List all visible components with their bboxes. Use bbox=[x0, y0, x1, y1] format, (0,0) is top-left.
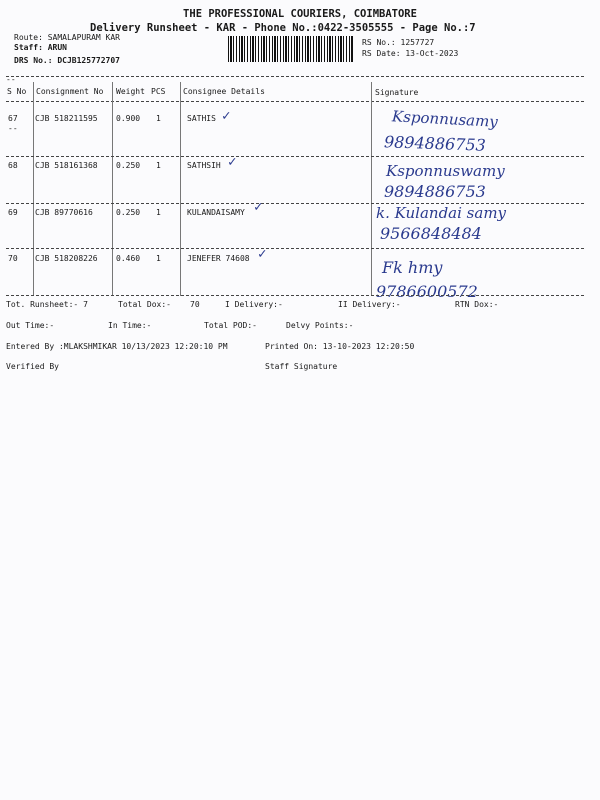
col-header-consignee: Consignee Details bbox=[183, 87, 265, 96]
row-consignee: SATHSIH bbox=[187, 161, 221, 170]
col-header-weight: Weight bbox=[116, 87, 145, 96]
row-pcs: 1 bbox=[156, 114, 161, 123]
row-consignment: CJB 518211595 bbox=[35, 114, 98, 123]
col-header-pcs: PCS bbox=[151, 87, 166, 96]
handwritten-phone: 9566848484 bbox=[380, 224, 482, 243]
company-title: THE PROFESSIONAL COURIERS, COIMBATORE bbox=[183, 8, 417, 20]
divider bbox=[6, 76, 584, 77]
handwritten-signature: Ksponnuswamy bbox=[386, 162, 505, 180]
barcode bbox=[228, 36, 354, 62]
tick-icon: ✓ bbox=[254, 199, 263, 215]
staff-label: Staff: ARUN bbox=[14, 43, 67, 52]
handwritten-signature: Ksponnusamy bbox=[391, 107, 499, 131]
column-rule bbox=[371, 82, 372, 296]
row-sno: 70 bbox=[8, 254, 18, 263]
row-consignment: CJB 518208226 bbox=[35, 254, 98, 263]
row-consignee: KULANDAISAMY bbox=[187, 208, 245, 217]
verified-by: Verified By bbox=[6, 362, 59, 371]
divider bbox=[6, 101, 584, 102]
out-time: Out Time:- bbox=[6, 321, 55, 330]
route-label: Route: SAMALAPURAM KAR bbox=[14, 33, 120, 42]
ii-delivery: II Delivery:- bbox=[338, 300, 401, 309]
row-divider bbox=[6, 156, 584, 157]
column-rule bbox=[112, 82, 113, 296]
row-sno: 69 bbox=[8, 208, 18, 217]
rs-number: RS No.: 1257727 bbox=[362, 38, 435, 47]
tick-icon: ✓ bbox=[228, 154, 237, 170]
col-header-sno: S No bbox=[7, 87, 27, 96]
rs-date: RS Date: 13-Oct-2023 bbox=[362, 49, 459, 58]
total-dox-label: Total Dox:- bbox=[118, 300, 171, 309]
runsheet-subtitle: Delivery Runsheet - KAR - Phone No.:0422-3505555 - Page No.:7 bbox=[90, 22, 476, 34]
handwritten-phone: 9894886753 bbox=[383, 132, 487, 155]
row-divider bbox=[6, 248, 584, 249]
total-pod: Total POD:- bbox=[204, 321, 257, 330]
handwritten-signature: Fk hmy bbox=[382, 258, 443, 277]
row-consignee: JENEFER 74608 bbox=[187, 254, 250, 263]
row-pcs: 1 bbox=[156, 161, 161, 170]
row-weight: 0.250 bbox=[116, 161, 141, 170]
divider bbox=[6, 295, 584, 296]
printed-on: Printed On: 13-10-2023 12:20:50 bbox=[265, 342, 415, 351]
row-sno: 67 bbox=[8, 114, 18, 123]
in-time: In Time:- bbox=[108, 321, 152, 330]
row-weight: 0.900 bbox=[116, 114, 141, 123]
rtn-dox: RTN Dox:- bbox=[455, 300, 499, 309]
drs-number: DRS No.: DCJB125772707 bbox=[14, 56, 120, 65]
row-pcs: 1 bbox=[156, 254, 161, 263]
col-header-consignment: Consignment No bbox=[36, 87, 104, 96]
tick-icon: ✓ bbox=[222, 108, 231, 124]
continuation-mark: -- bbox=[6, 75, 16, 84]
row-weight: 0.250 bbox=[116, 208, 141, 217]
col-header-signature: Signature bbox=[375, 88, 419, 97]
row-weight: 0.460 bbox=[116, 254, 141, 263]
staff-signature-label: Staff Signature bbox=[265, 362, 338, 371]
row-consignee: SATHIS bbox=[187, 114, 216, 123]
row-consignment: CJB 89770616 bbox=[35, 208, 93, 217]
column-rule bbox=[33, 82, 34, 296]
handwritten-phone: 9786600572 bbox=[376, 282, 478, 301]
tick-icon: ✓ bbox=[258, 246, 267, 262]
column-rule bbox=[180, 82, 181, 296]
entered-by: Entered By :MLAKSHMIKAR 10/13/2023 12:20:10 PM bbox=[6, 342, 228, 351]
total-dox-value: 70 bbox=[190, 300, 200, 309]
delvy-points: Delvy Points:- bbox=[286, 321, 354, 330]
handwritten-phone: 9894886753 bbox=[384, 182, 486, 201]
total-runsheet: Tot. Runsheet:- 7 bbox=[6, 300, 88, 309]
handwritten-signature: k. Kulandai samy bbox=[376, 204, 507, 222]
row-consignment: CJB 518161368 bbox=[35, 161, 98, 170]
row-extra-mark: -- bbox=[8, 124, 18, 133]
row-sno: 68 bbox=[8, 161, 18, 170]
row-pcs: 1 bbox=[156, 208, 161, 217]
i-delivery: I Delivery:- bbox=[225, 300, 283, 309]
